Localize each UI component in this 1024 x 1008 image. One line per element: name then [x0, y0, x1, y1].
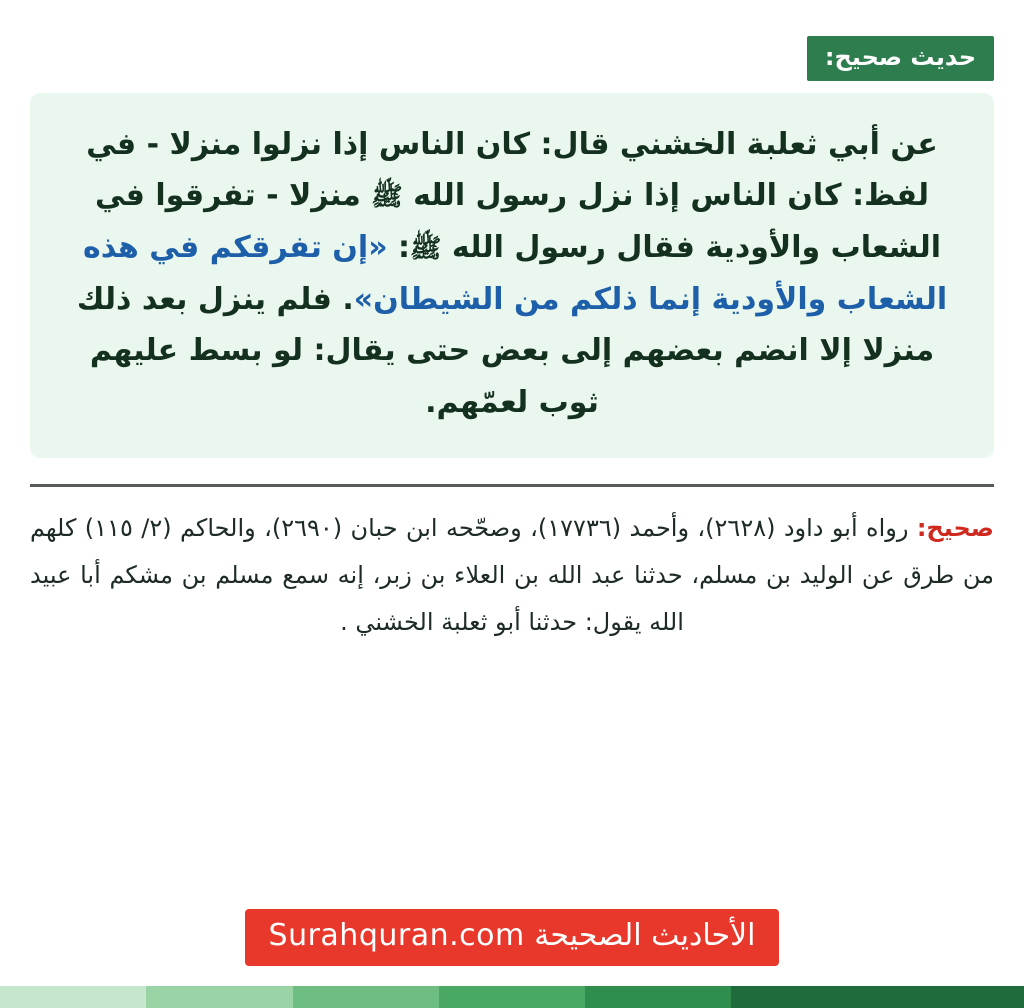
hadith-text-box	[30, 93, 994, 459]
bottom-color-bar	[0, 986, 1024, 1008]
hadith-quote: «إن تفرقكم في هذه الشعاب والأودية إنما ذلكم من الشيطان»	[83, 229, 948, 317]
footer-title: الأحاديث الصحيحة	[534, 917, 756, 953]
footer-row	[0, 909, 1024, 967]
salla-allah-icon-2: ﷺ	[410, 233, 442, 264]
bottom-bar-segment	[439, 986, 585, 1008]
footer-badge[interactable]	[245, 909, 780, 967]
header-badge-row	[30, 36, 994, 81]
salla-allah-icon-1: ﷺ	[371, 182, 403, 213]
bottom-bar-segment	[0, 986, 146, 1008]
takhrij-paragraph	[30, 505, 994, 645]
section-divider	[30, 484, 994, 487]
hadith-part-1: عن أبي ثعلبة الخشني قال: كان الناس إذا نزلوا منزلا - في لفظ: كان الناس إذا نزل رسول الله	[86, 126, 938, 214]
status-badge: حديث صحيح:	[807, 36, 994, 81]
bottom-bar-segment	[146, 986, 292, 1008]
site-name: Surahquran.com	[268, 917, 525, 953]
bottom-bar-segment	[293, 986, 439, 1008]
bottom-bar-segment	[731, 986, 1024, 1008]
hadith-part-3: :	[387, 229, 411, 265]
takhrij-label: صحيح:	[916, 514, 994, 543]
hadith-part-4: . فلم ينزل بعد ذلك منزلا إلا انضم بعضهم إلى بعض حتى يقال: لو بسط عليهم ثوب لعمّهم.	[76, 281, 935, 420]
hadith-body	[60, 119, 964, 429]
hadith-part-2: منزلا - تفرقوا في الشعاب والأودية فقال رسول الله	[94, 178, 941, 265]
takhrij-text: رواه أبو داود (٢٦٢٨)، وأحمد (١٧٧٣٦)، وصحّحه ابن حبان (٢٦٩٠)، والحاكم (٢/ ١١٥) كلهم من طرق عن الوليد بن مسلم، حدثنا عبد الله بن العلاء بن زبر، إنه سمع مسلم بن مشكم أبا عبيد الله يقول: حدثنا أبو ثعلبة الخشني .	[30, 514, 994, 636]
bottom-bar-segment	[585, 986, 731, 1008]
